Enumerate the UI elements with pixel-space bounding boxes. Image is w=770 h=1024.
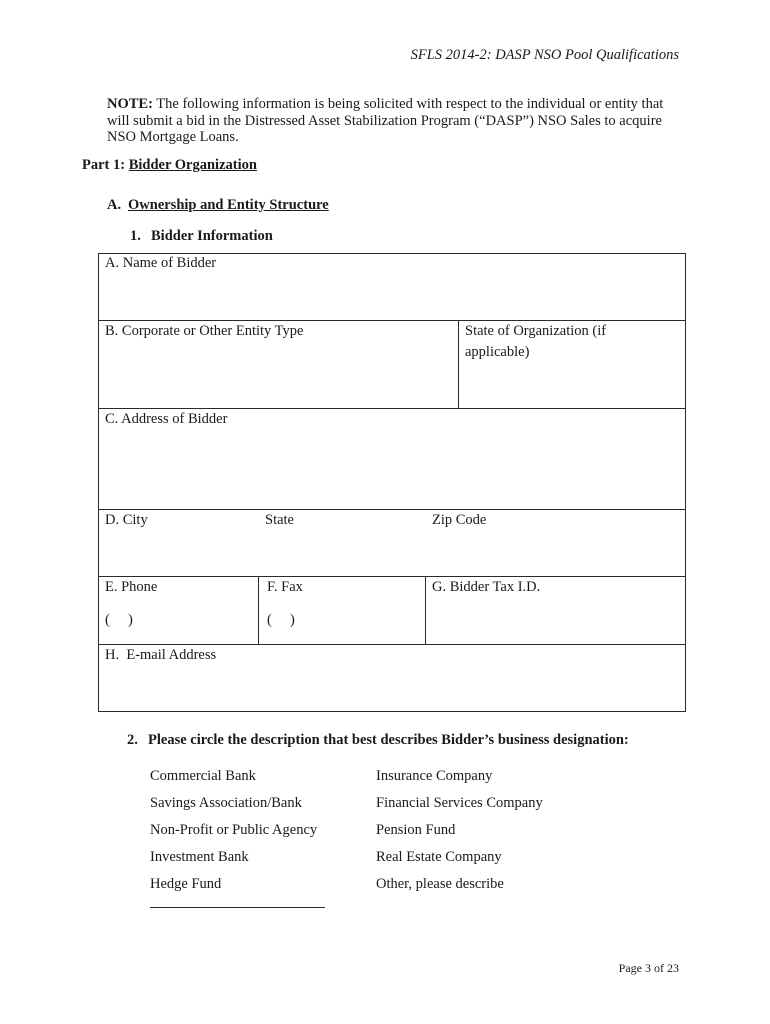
address-of-bidder-field[interactable]: C. Address of Bidder	[105, 411, 228, 427]
form-divider	[425, 576, 426, 644]
item-1-heading	[130, 228, 273, 245]
option-other-please-describe[interactable]: Other, please describe	[376, 876, 504, 892]
phone-field[interactable]: E. Phone	[105, 579, 158, 595]
note-text: The following information is being solicited with respect to the individual or entity that will submit a bid in the Distressed Asset Stabilization Program (“DASP”) NSO Sales to acquire NSO Mortgage Loans.	[107, 96, 664, 145]
zip-code-field[interactable]: Zip Code	[432, 512, 487, 528]
section-a-letter: A.	[107, 197, 122, 213]
state-field[interactable]: State	[265, 512, 294, 528]
other-description-blank-line[interactable]	[150, 907, 325, 908]
option-savings-association-bank[interactable]: Savings Association/Bank	[150, 795, 302, 811]
option-non-profit-public-agency[interactable]: Non-Profit or Public Agency	[150, 822, 318, 838]
form-divider	[98, 509, 686, 510]
fax-area-code: ( )	[267, 612, 295, 628]
state-of-organization-field[interactable]: State of Organization (if applicable)	[465, 323, 607, 360]
email-field[interactable]: H. E-mail Address	[105, 647, 217, 663]
option-real-estate-company[interactable]: Real Estate Company	[376, 849, 502, 865]
note-label: NOTE:	[107, 96, 153, 112]
form-divider	[458, 320, 459, 408]
part-1-heading	[82, 157, 257, 174]
fax-field[interactable]: F. Fax	[267, 579, 303, 595]
item-2-title: Please circle the description that best describes Bidder’s business designation:	[148, 732, 629, 748]
option-insurance-company[interactable]: Insurance Company	[376, 768, 493, 784]
item-2-number: 2.	[127, 732, 138, 748]
form-divider	[98, 576, 686, 577]
name-of-bidder-field[interactable]: A. Name of Bidder	[105, 255, 217, 271]
part-1-title: Bidder Organization	[128, 157, 257, 173]
item-1-title: Bidder Information	[151, 228, 273, 244]
form-divider	[258, 576, 259, 644]
part-1-prefix: Part 1:	[82, 157, 126, 173]
section-a-title: Ownership and Entity Structure	[128, 197, 329, 213]
item-1-number: 1.	[130, 228, 141, 244]
document-header-title: SFLS 2014-2: DASP NSO Pool Qualifications	[410, 47, 679, 63]
tax-id-field[interactable]: G. Bidder Tax I.D.	[432, 579, 541, 595]
option-financial-services-company[interactable]: Financial Services Company	[376, 795, 543, 811]
entity-type-field[interactable]: B. Corporate or Other Entity Type	[105, 323, 304, 339]
note-paragraph	[107, 96, 687, 146]
section-a-heading	[107, 197, 329, 214]
option-hedge-fund[interactable]: Hedge Fund	[150, 876, 222, 892]
phone-area-code: ( )	[105, 612, 133, 628]
item-2-heading	[127, 732, 629, 749]
city-field[interactable]: D. City	[105, 512, 148, 528]
page-number: Page 3 of 23	[618, 961, 679, 975]
option-pension-fund[interactable]: Pension Fund	[376, 822, 456, 838]
option-investment-bank[interactable]: Investment Bank	[150, 849, 249, 865]
option-commercial-bank[interactable]: Commercial Bank	[150, 768, 256, 784]
